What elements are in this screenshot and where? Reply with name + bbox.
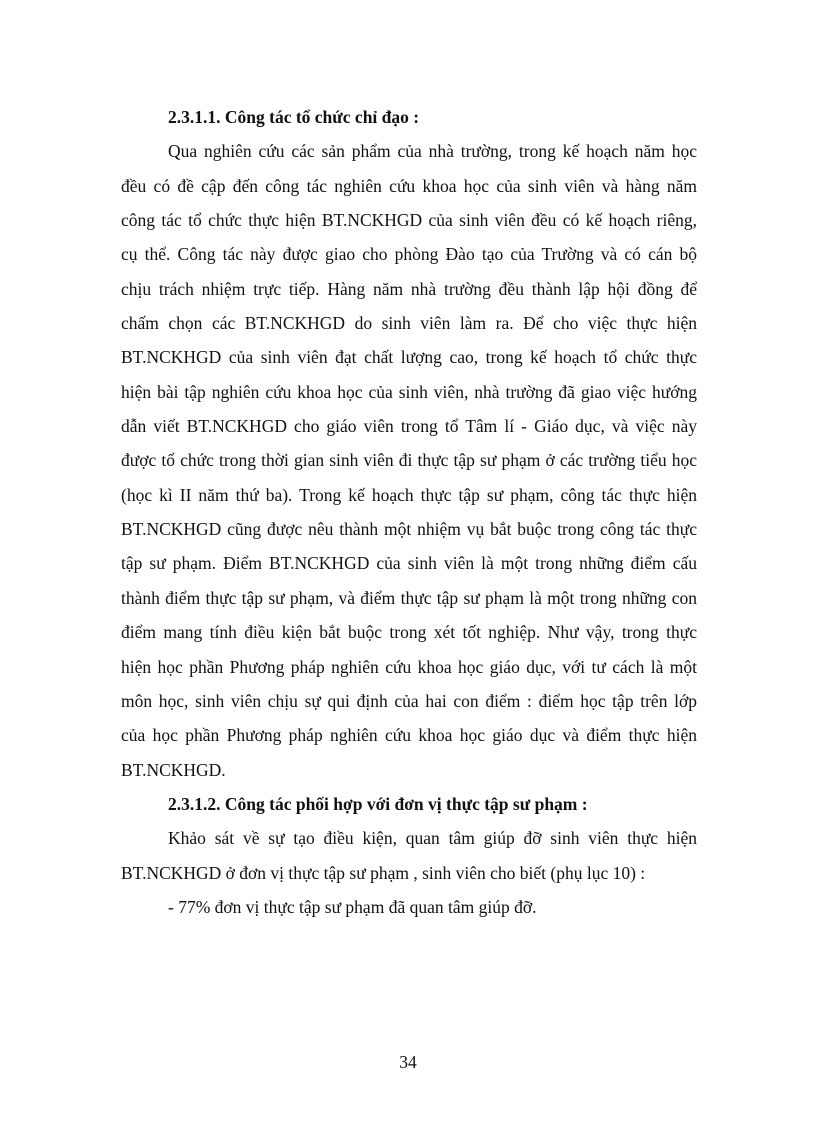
paragraph-line: chịu trách nhiệm trực tiếp. Hàng năm nhà trường đều thành lập hội đồng để — [121, 278, 697, 299]
section-heading-2-3-1-1: 2.3.1.1. Công tác tổ chức chỉ đạo : — [168, 107, 420, 127]
paragraph-line: Qua nghiên cứu các sản phẩm của nhà trường, trong kế hoạch năm học — [168, 141, 697, 162]
paragraph-line: cụ thể. Công tác này được giao cho phòng Đào tạo của Trường và có cán bộ — [121, 244, 697, 265]
paragraph-1 — [121, 134, 697, 787]
paragraph-line: hiện học phần Phương pháp nghiên cứu khoa học giáo dục, với tư cách là một — [121, 656, 697, 677]
paragraph-line: điểm mang tính điều kiện bắt buộc trong xét tốt nghiệp. Như vậy, trong thực — [121, 622, 697, 643]
paragraph-2 — [121, 821, 697, 890]
paragraph-line: chấm chọn các BT.NCKHGD do sinh viên làm ra. Để cho việc thực hiện — [121, 313, 697, 334]
paragraph-line: Khảo sát về sự tạo điều kiện, quan tâm giúp đỡ sinh viên thực hiện — [168, 828, 697, 849]
paragraph-line: được tổ chức trong thời gian sinh viên đi thực tập sư phạm ở các trường tiểu học — [121, 450, 697, 471]
paragraph-line: hiện bài tập nghiên cứu khoa học của sinh viên, nhà trường đã giao việc hướng — [121, 381, 697, 402]
paragraph-line: BT.NCKHGD. — [121, 759, 226, 780]
section-heading-2-3-1-2: 2.3.1.2. Công tác phối hợp với đơn vị thực tập sư phạm : — [168, 793, 588, 814]
paragraph-line: thành điểm thực tập sư phạm, và điểm thực tập sư phạm là một trong những con — [121, 587, 697, 608]
paragraph-line: công tác tổ chức thực hiện BT.NCKHGD của sinh viên đều có kế hoạch riêng, — [121, 210, 697, 231]
bullet-item: - 77% đơn vị thực tập sư phạm đã quan tâm giúp đỡ. — [168, 896, 537, 917]
paragraph-line: tập sư phạm. Điểm BT.NCKHGD của sinh viên là một trong những điểm cấu — [121, 553, 697, 574]
paragraph-line: BT.NCKHGD ở đơn vị thực tập sư phạm , sinh viên cho biết (phụ lục 10) : — [121, 862, 646, 883]
paragraph-line: (học kì II năm thứ ba). Trong kế hoạch thực tập sư phạm, công tác thực hiện — [121, 484, 697, 505]
paragraph-line: BT.NCKHGD cũng được nêu thành một nhiệm vụ bắt buộc trong công tác thực — [121, 519, 697, 540]
page-content — [121, 100, 697, 924]
page-number: 34 — [399, 1052, 417, 1072]
paragraph-line: dẫn viết BT.NCKHGD cho giáo viên trong tổ Tâm lí - Giáo dục, và việc này — [121, 416, 697, 437]
paragraph-line: môn học, sinh viên chịu sự qui định của hai con điểm : điểm học tập trên lớp — [121, 690, 697, 711]
paragraph-line: của học phần Phương pháp nghiên cứu khoa học giáo dục và điểm thực hiện — [121, 725, 697, 746]
paragraph-line: đều có đề cập đến công tác nghiên cứu khoa học của sinh viên và hàng năm — [121, 175, 697, 196]
paragraph-line: BT.NCKHGD của sinh viên đạt chất lượng cao, trong kế hoạch tổ chức thực — [121, 347, 697, 368]
